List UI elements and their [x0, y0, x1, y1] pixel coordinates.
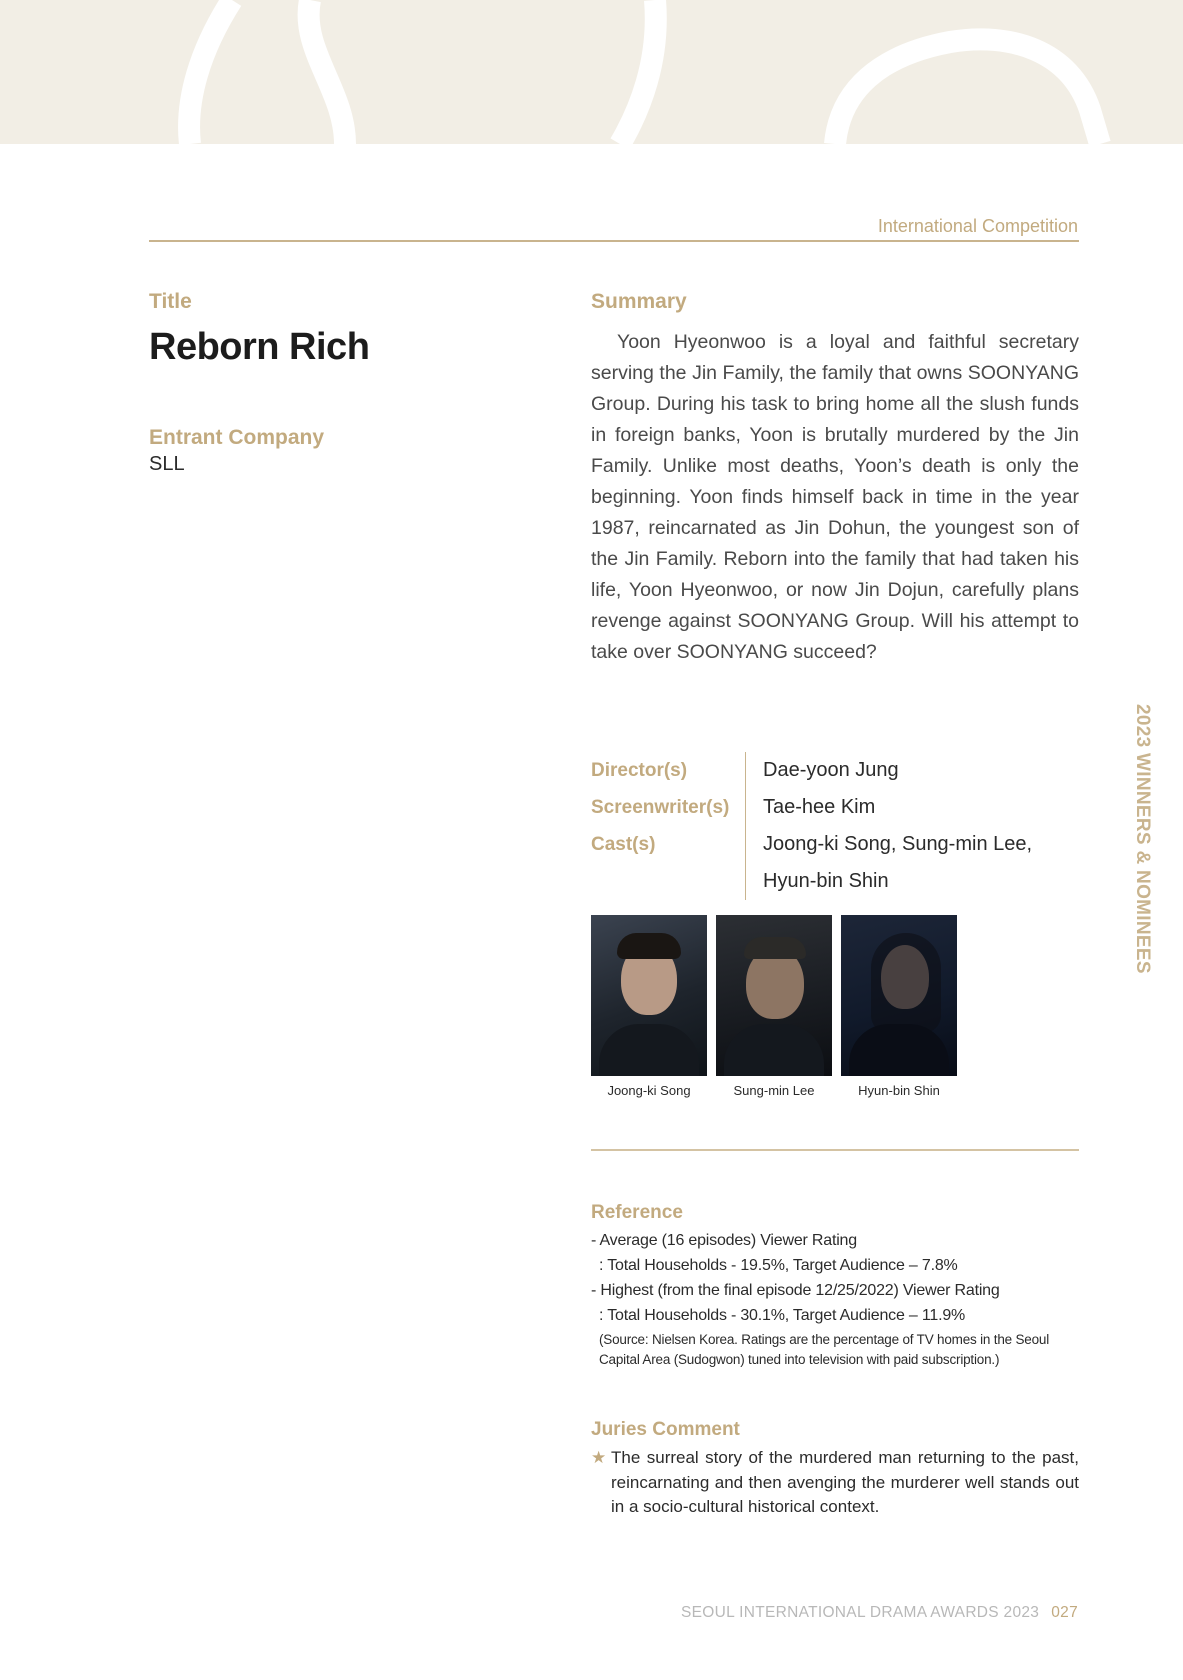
cast-photo	[591, 915, 707, 1076]
page-number: 027	[1051, 1604, 1078, 1621]
entrant-company-label: Entrant Company	[149, 426, 325, 449]
reference-line: : Total Households - 19.5%, Target Audience – 7.8%	[599, 1257, 958, 1274]
section-label: International Competition	[877, 216, 1078, 236]
summary-body: Yoon Hyeonwoo is a loyal and faithful secretary serving the Jin Family, the family that owns SOONYANG Group. During his task to bring home all the slush funds in foreign banks, Yoon is brutally murdered by the Jin Family. Unlike most deaths, Yoon’s death is only the beginning. Yoon finds himself back in time in the year 1987, reincarnated as Jin Dohun, the youngest son of the Jin Family. Reborn into the family that had taken his life, Yoon Hyeonwoo, or now Jin Dojun, carefully plans revenge against SOONYANG Group. Will his attempt to take over SOONYANG succeed?	[591, 331, 1079, 663]
summary-text	[591, 327, 1079, 668]
credit-value: Tae-hee Kim	[745, 789, 1079, 826]
credit-label: Cast(s)	[591, 834, 656, 855]
page-footer	[681, 1604, 1078, 1622]
cast-card	[591, 915, 707, 1098]
credit-value: Joong-ki Song, Sung-min Lee, Hyun-bin Shin	[745, 826, 1079, 900]
reference-source: (Source: Nielsen Korea. Ratings are the percentage of TV homes in the Seoul Capital Area (Sudogwon) tuned into television with paid subscription.)	[599, 1332, 1050, 1367]
side-section-label: 2023 WINNERS & NOMINEES	[1132, 704, 1153, 974]
reference-line: - Average (16 episodes) Viewer Rating	[591, 1232, 857, 1249]
juries-comment-label: Juries Comment	[591, 1419, 740, 1440]
credit-row-director	[591, 752, 1079, 789]
reference-line: - Highest (from the final episode 12/25/2022) Viewer Rating	[591, 1282, 1000, 1299]
credit-row-cast	[591, 826, 1079, 900]
cast-name: Sung-min Lee	[733, 1083, 815, 1098]
cast-photo	[716, 915, 832, 1076]
credits-table	[591, 752, 1079, 900]
cast-name: Hyun-bin Shin	[858, 1083, 940, 1098]
entrant-company-value: SLL	[149, 453, 185, 475]
reference-label: Reference	[591, 1202, 683, 1223]
juries-comment-text: The surreal story of the murdered man returning to the past, reincarnating and then avenging the murderer well stands out in a socio-cultural historical context.	[611, 1448, 1079, 1516]
reference-block	[591, 1228, 1079, 1370]
credit-label: Director(s)	[591, 760, 688, 781]
section-divider	[591, 1149, 1079, 1151]
cast-card	[716, 915, 832, 1098]
page-title: Reborn Rich	[149, 326, 370, 368]
credit-row-screenwriter	[591, 789, 1079, 826]
credit-value: Dae-yoon Jung	[745, 752, 1079, 789]
cast-name: Joong-ki Song	[607, 1083, 691, 1098]
star-icon: ★	[591, 1448, 607, 1467]
title-label: Title	[149, 290, 192, 313]
footer-text: SEOUL INTERNATIONAL DRAMA AWARDS 2023	[681, 1604, 1040, 1621]
cast-photo-strip	[591, 915, 957, 1098]
reference-line: : Total Households - 30.1%, Target Audience – 11.9%	[599, 1307, 966, 1324]
cast-photo	[841, 915, 957, 1076]
juries-comment	[591, 1446, 1079, 1520]
summary-label: Summary	[591, 290, 687, 313]
credit-label: Screenwriter(s)	[591, 797, 730, 818]
banner-swirl-pattern	[0, 0, 1183, 144]
cast-card	[841, 915, 957, 1098]
top-divider	[149, 240, 1079, 242]
decorative-banner	[0, 0, 1183, 144]
